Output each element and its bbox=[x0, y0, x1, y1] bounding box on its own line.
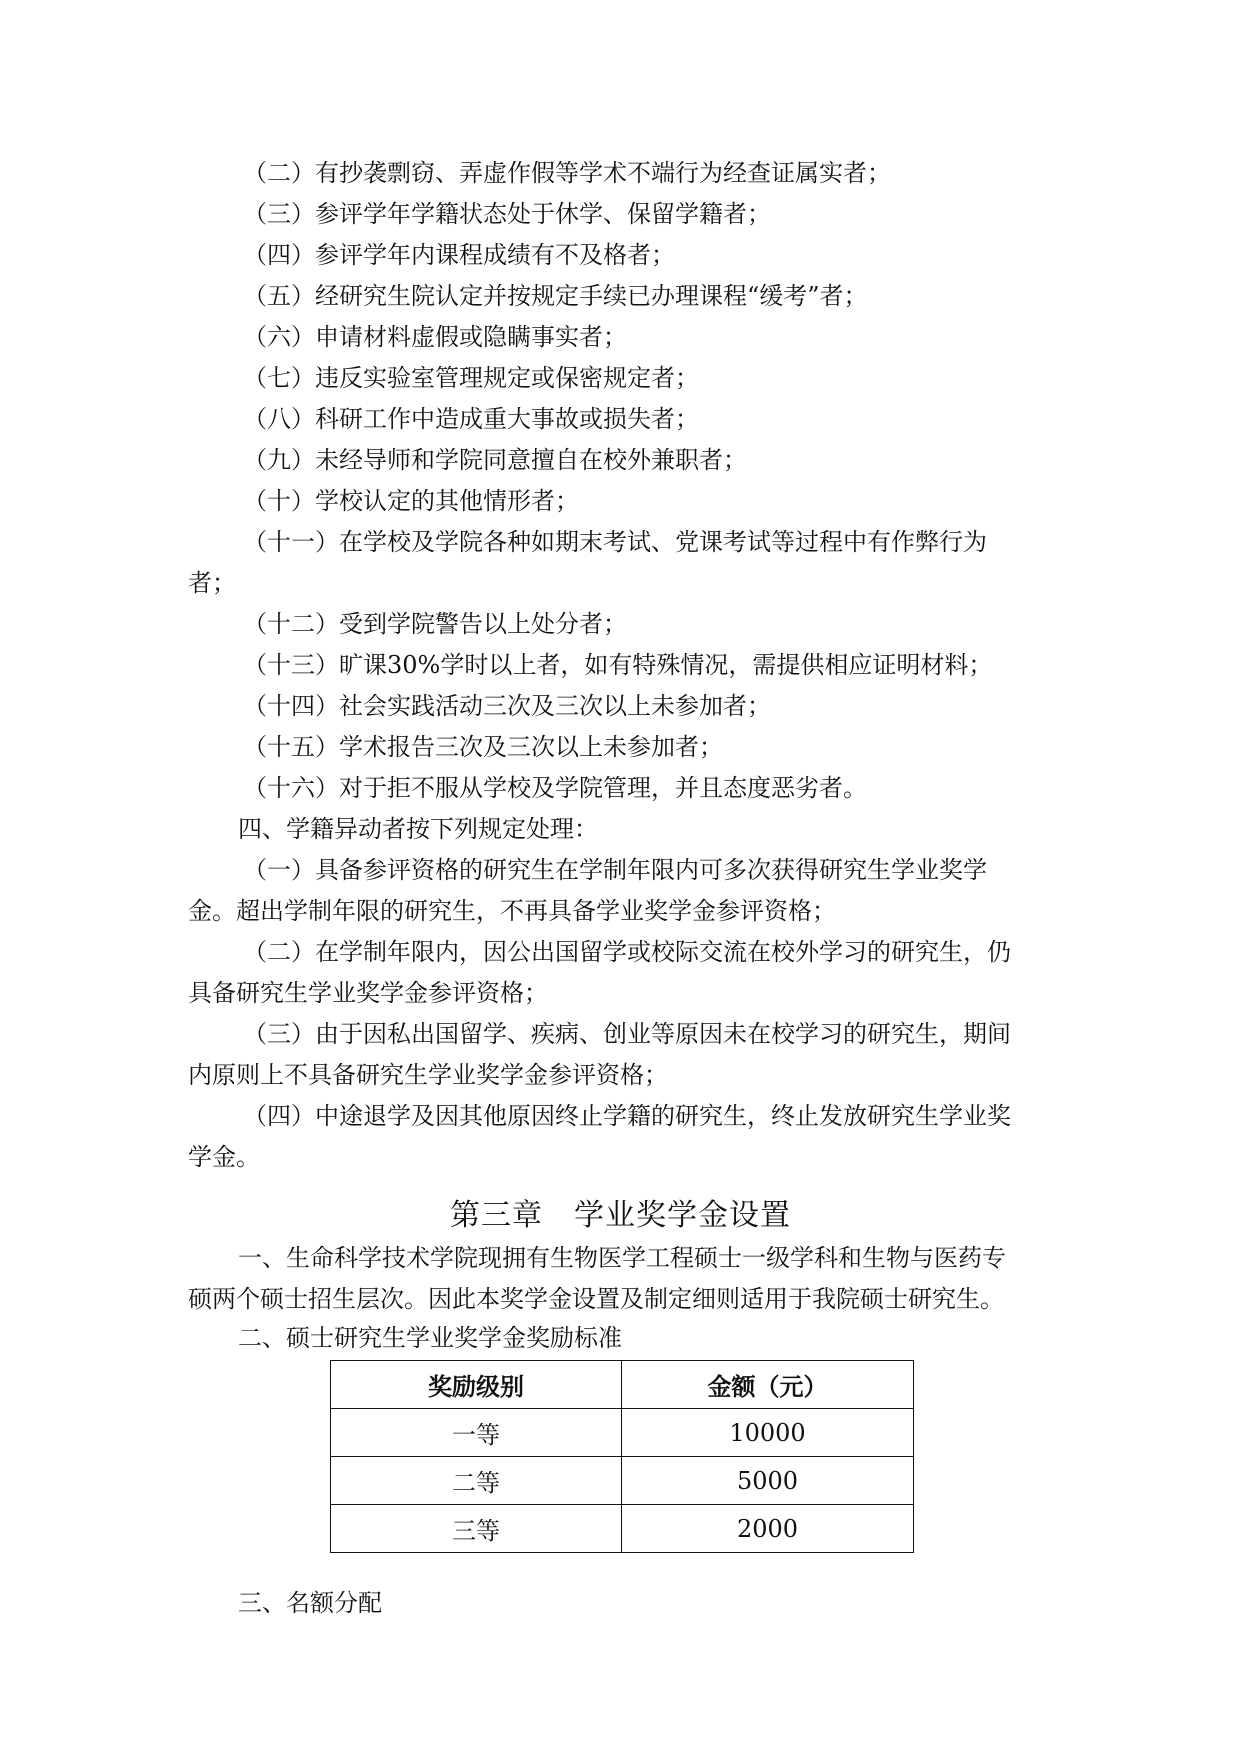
clause-12: （十二）受到学院警告以上处分者； bbox=[243, 610, 627, 638]
clause-9: （九）未经导师和学院同意擅自在校外兼职者； bbox=[243, 446, 747, 474]
award-level-cell: 三等 bbox=[331, 1505, 622, 1553]
amount-cell: 2000 bbox=[622, 1505, 914, 1553]
chapter-para-1-cont: 硕两个硕士招生层次。因此本奖学金设置及制定细则适用于我院硕士研究生。 bbox=[188, 1285, 1004, 1313]
clause-11-cont: 者； bbox=[188, 569, 236, 597]
clause-14: （十四）社会实践活动三次及三次以上未参加者； bbox=[243, 692, 771, 720]
clause-15: （十五）学术报告三次及三次以上未参加者； bbox=[243, 733, 723, 761]
header-award-level: 奖励级别 bbox=[331, 1361, 622, 1409]
rule-3: （三）由于因私出国留学、疾病、创业等原因未在校学习的研究生，期间 bbox=[243, 1020, 1011, 1048]
chapter-title: 第三章 学业奖学金设置 bbox=[450, 1198, 791, 1233]
quota-heading: 三、名额分配 bbox=[238, 1589, 382, 1617]
clause-5: （五）经研究生院认定并按规定手续已办理课程“缓考”者； bbox=[243, 282, 868, 310]
rule-1: （一）具备参评资格的研究生在学制年限内可多次获得研究生学业奖学 bbox=[243, 856, 987, 884]
section-4-heading: 四、学籍异动者按下列规定处理： bbox=[238, 815, 598, 843]
clause-11: （十一）在学校及学院各种如期末考试、党课考试等过程中有作弊行为 bbox=[243, 528, 987, 556]
clause-2: （二）有抄袭剽窃、弄虚作假等学术不端行为经查证属实者； bbox=[243, 159, 891, 187]
clause-8: （八）科研工作中造成重大事故或损失者； bbox=[243, 405, 699, 433]
header-amount: 金额（元） bbox=[622, 1361, 914, 1409]
rule-4: （四）中途退学及因其他原因终止学籍的研究生，终止发放研究生学业奖 bbox=[243, 1102, 1011, 1130]
table-row bbox=[331, 1457, 914, 1505]
clause-3: （三）参评学年学籍状态处于休学、保留学籍者； bbox=[243, 200, 771, 228]
table-row bbox=[331, 1409, 914, 1457]
chapter-para-1: 一、生命科学技术学院现拥有生物医学工程硕士一级学科和生物与医药专 bbox=[238, 1244, 1006, 1272]
amount-cell: 5000 bbox=[622, 1457, 914, 1505]
clause-16: （十六）对于拒不服从学校及学院管理，并且态度恶劣者。 bbox=[243, 774, 867, 802]
rule-2: （二）在学制年限内，因公出国留学或校际交流在校外学习的研究生，仍 bbox=[243, 938, 1011, 966]
award-level-cell: 二等 bbox=[331, 1457, 622, 1505]
clause-13: （十三）旷课30%学时以上者，如有特殊情况，需提供相应证明材料； bbox=[243, 651, 993, 679]
table-header-row bbox=[331, 1361, 914, 1409]
clause-7: （七）违反实验室管理规定或保密规定者； bbox=[243, 364, 699, 392]
clause-10: （十）学校认定的其他情形者； bbox=[243, 487, 579, 515]
amount-cell: 10000 bbox=[622, 1409, 914, 1457]
rule-2-cont: 具备研究生学业奖学金参评资格； bbox=[188, 979, 548, 1007]
rule-3-cont: 内原则上不具备研究生学业奖学金参评资格； bbox=[188, 1061, 668, 1089]
rule-4-cont: 学金。 bbox=[188, 1143, 260, 1171]
rule-1-cont: 金。超出学制年限的研究生，不再具备学业奖学金参评资格； bbox=[188, 897, 836, 925]
award-level-cell: 一等 bbox=[331, 1409, 622, 1457]
award-standard-heading: 二、硕士研究生学业奖学金奖励标准 bbox=[238, 1324, 622, 1352]
clause-4: （四）参评学年内课程成绩有不及格者； bbox=[243, 241, 675, 269]
table-row bbox=[331, 1505, 914, 1553]
award-table bbox=[330, 1360, 914, 1553]
clause-6: （六）申请材料虚假或隐瞒事实者； bbox=[243, 323, 627, 351]
